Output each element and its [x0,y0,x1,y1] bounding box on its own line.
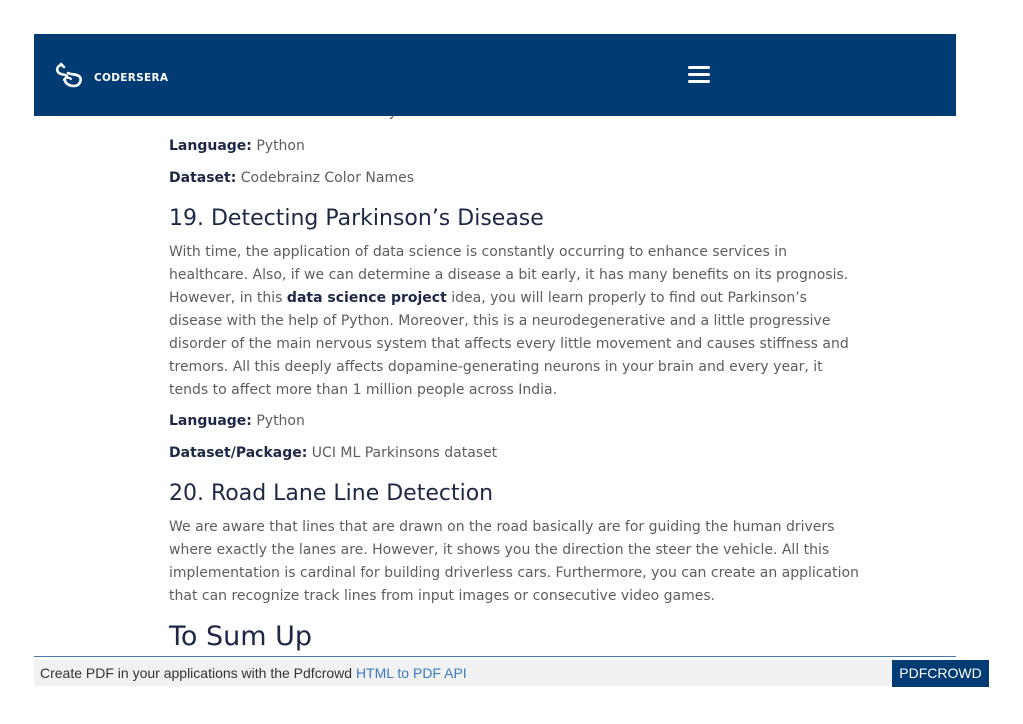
site-logo[interactable] [55,62,168,94]
html-to-pdf-api-link[interactable]: HTML to PDF API [355,665,467,681]
site-header [34,34,956,116]
dataset-value: UCI ML Parkinsons dataset [307,445,498,461]
section-19-paragraph [169,241,859,402]
paragraph-text-b: idea, you will learn properly to find out Parkinson’s disease with the help of Python. Moreover, this is a neurodegenerative and a little progressive disorder of the main nervous system that affects every little movement and causes stiffness and tremors. All this deeply affects dopamine-generating neurons in your brain and every year, it tends to affect more than 1 million people across India. [169,290,849,398]
dataset-value: Codebrainz Color Names [236,170,415,186]
logo-text: CODERSERA [94,72,169,84]
language-label: Language: [169,138,252,154]
section-heading-19: 19. Detecting Parkinson’s Disease [169,206,544,231]
language-value: Python [251,413,305,429]
dataset-label: Dataset/Package: [169,445,308,461]
section-heading-sum-up: To Sum Up [169,621,313,652]
pdfcrowd-footer [34,660,956,686]
language-line [169,136,305,156]
data-science-project-link[interactable]: data science project [286,290,447,306]
language-line [169,411,305,431]
pdfcrowd-button[interactable]: PDFCROWD [892,660,989,687]
language-label: Language: [169,413,252,429]
hamburger-menu-icon[interactable] [688,66,710,84]
dataset-line [169,168,414,188]
paragraph-text-a: With time, the application of data science is constantly occurring to enhance services in healthcare. Also, if we can determine a disease a bit early, it has many benefits on its prognosis. However, in this [169,244,849,306]
codersera-logo-icon [55,62,85,94]
section-heading-20: 20. Road Lane Line Detection [169,481,494,506]
footer-text [40,660,467,686]
footer-text-prefix: Create PDF in your applications with the Pdfcrowd [40,665,356,681]
dataset-label: Dataset: [169,170,237,186]
language-value: Python [251,138,305,154]
footer-divider [34,656,956,657]
section-20-paragraph: We are aware that lines that are drawn on the road basically are for guiding the human drivers where exactly the lanes are. However, it shows you the direction the steer the vehicle. All this implementation is cardinal for building driverless cars. Furthermore, you can create an application that can recognize track lines from input images or consecutive video games. [169,519,859,604]
dataset-line [169,443,497,463]
